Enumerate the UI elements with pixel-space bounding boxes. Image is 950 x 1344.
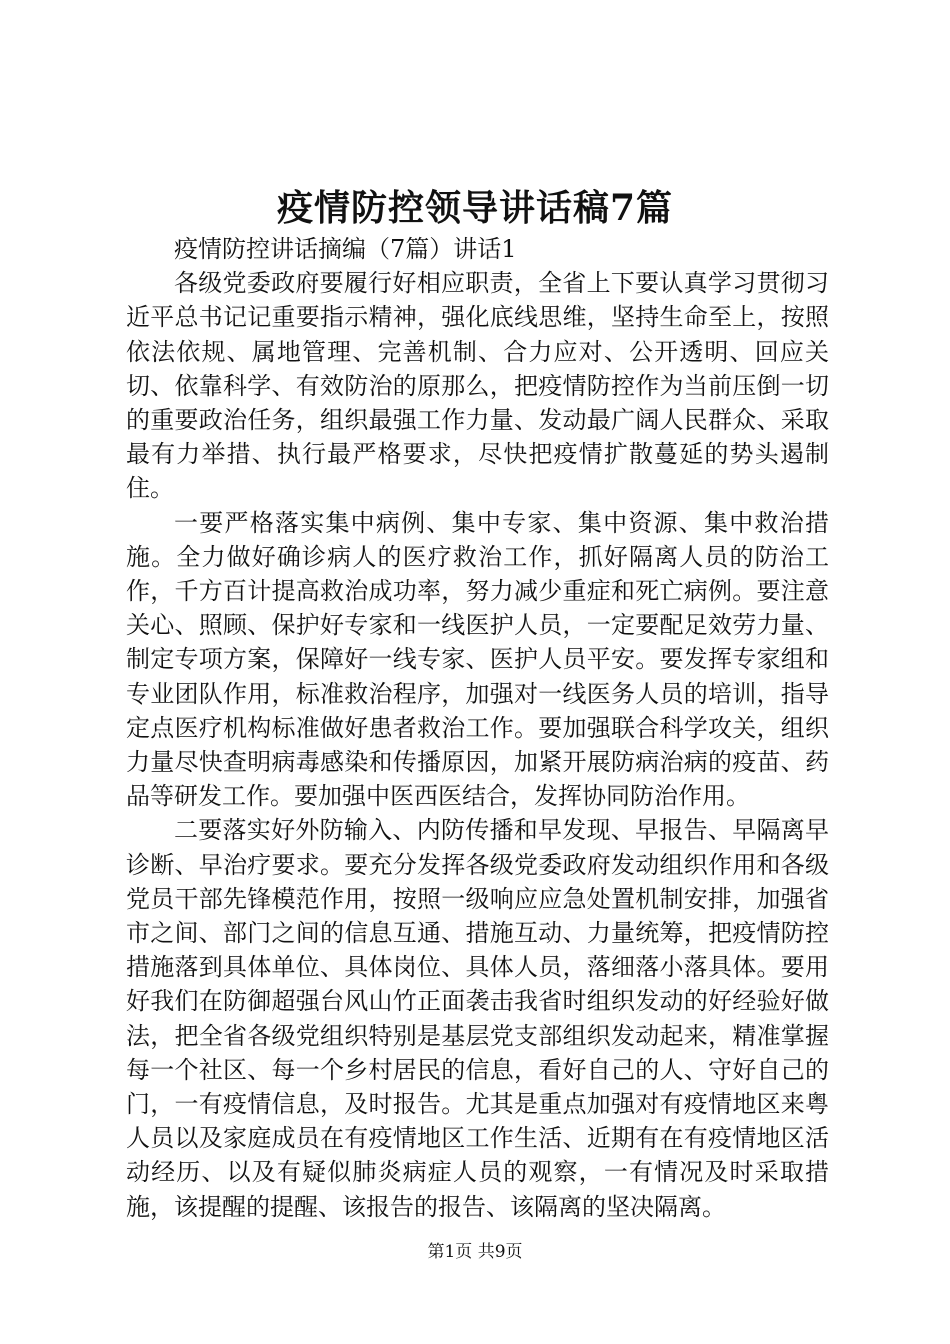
document-body <box>126 232 829 1224</box>
document-title: 疫情防控领导讲话稿7篇 <box>276 187 674 229</box>
page-number-footer: 第1页 共9页 <box>427 1242 523 1262</box>
paragraph-1: 各级党委政府要履行好相应职责，全省上下要认真学习贯彻习近平总书记记重要指示精神，强化底线思维，坚持生命至上，按照依法依规、属地管理、完善机制、合力应对、公开透明、回应关切、依靠科学、有效防治的原那么，把疫情防控作为当前压倒一切的重要政治任务，组织最强工作力量、发动最广阔人民群众、采取最有力举措、执行最严格要求，尽快把疫情扩散蔓延的势头遏制住。 <box>126 269 829 503</box>
document-subtitle: 疫情防控讲话摘编（7篇）讲话1 <box>174 235 517 263</box>
paragraph-3: 二要落实好外防输入、内防传播和早发现、早报告、早隔离早诊断、早治疗要求。要充分发挥各级党委政府发动组织作用和各级党员干部先锋模范作用，按照一级响应应急处置机制安排，加强省市之间、部门之间的信息互通、措施互动、力量统筹，把疫情防控措施落到具体单位、具体岗位、具体人员，落细落小落具体。要用好我们在防御超强台风山竹正面袭击我省时组织发动的好经验好做法，把全省各级党组织特别是基层党支部组织发动起来，精准掌握每一个社区、每一个乡村居民的信息，看好自己的人、守好自己的门，一有疫情信息，及时报告。尤其是重点加强对有疫情地区来粤人员以及家庭成员在有疫情地区工作生活、近期有在有疫情地区活动经历、以及有疑似肺炎病症人员的观察，一有情况及时采取措施，该提醒的提醒、该报告的报告、该隔离的坚决隔离。 <box>126 816 829 1221</box>
paragraph-2: 一要严格落实集中病例、集中专家、集中资源、集中救治措施。全力做好确诊病人的医疗救治工作，抓好隔离人员的防治工作，千方百计提高救治成功率，努力减少重症和死亡病例。要注意关心、照顾、保护好专家和一线医护人员，一定要配足效劳力量、制定专项方案，保障好一线专家、医护人员平安。要发挥专家组和专业团队作用，标准救治程序，加强对一线医务人员的培训，指导定点医疗机构标准做好患者救治工作。要加强联合科学攻关，组织力量尽快查明病毒感染和传播原因，加紧开展防病治病的疫苗、药品等研发工作。要加强中医西医结合，发挥协同防治作用。 <box>126 508 829 811</box>
